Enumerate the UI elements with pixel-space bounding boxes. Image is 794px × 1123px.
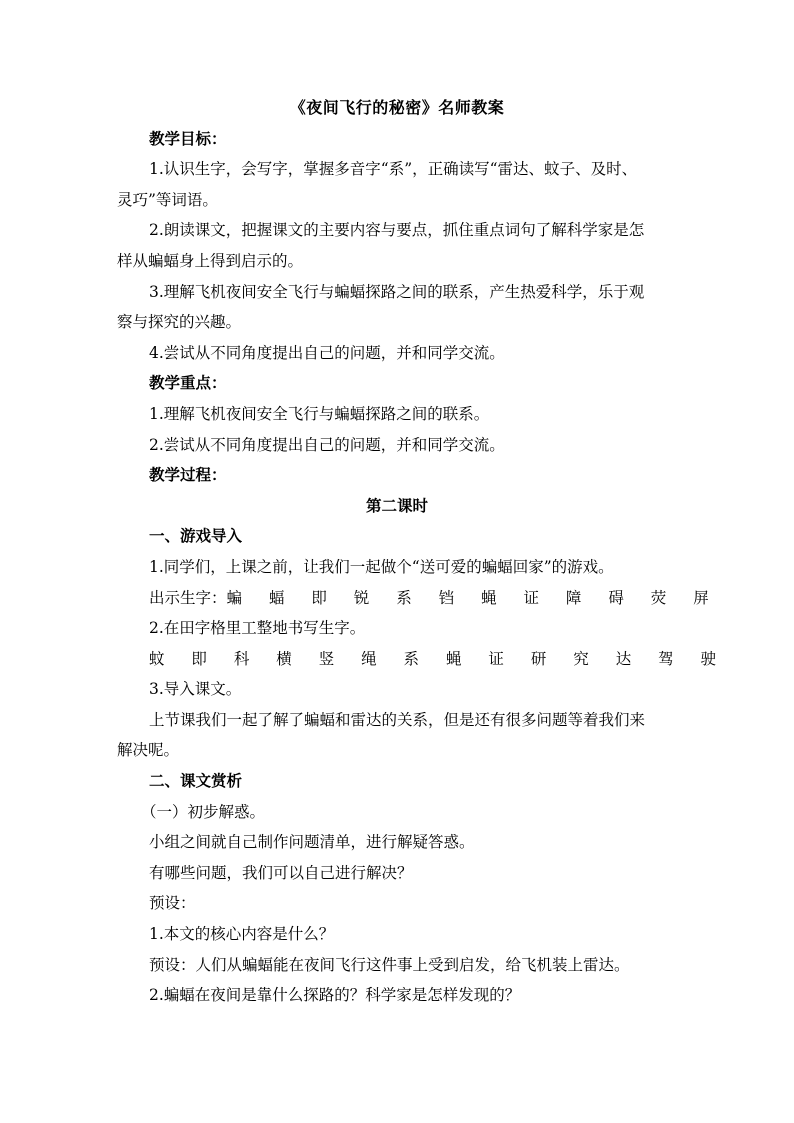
- section2-line: 1.本文的核心内容是什么？: [149, 925, 335, 944]
- section1-line: 1.同学们，上课之前，让我们一起做个“送可爱的蝙蝠回家”的游戏。: [149, 557, 614, 576]
- new-characters-line: [117, 583, 720, 614]
- section2-line: 预设：: [149, 894, 196, 913]
- goal-line: 2.朗读课文，把握课文的主要内容与要点，抓住重点词句了解科学家是怎: [149, 221, 645, 240]
- goal-line: 3.理解飞机夜间安全飞行与蝙蝠探路之间的联系，产生热爱科学，乐于观: [149, 282, 645, 301]
- new-characters-list: 蝙 蝠 即 锐 系 铛 蝇 证 障 碍 荧 屏: [226, 588, 720, 607]
- key-points-heading: 教学重点：: [149, 373, 227, 393]
- section1-line: 3.导入课文。: [149, 680, 242, 699]
- writing-characters-list: 蚊 即 科 横 竖 绳 系 蝇 证 研 究 达 驾 驶: [149, 649, 728, 668]
- lesson-heading: 第二课时: [365, 495, 428, 515]
- section2-heading: 二、课文赏析: [149, 771, 243, 791]
- goal-line: 样从蝙蝠身上得到启示的。: [117, 251, 304, 270]
- section2-line: （一）初步解惑。: [141, 802, 266, 821]
- document-content: [117, 93, 728, 1011]
- goals-heading: 教学目标：: [149, 128, 227, 148]
- goal-line: 1.认识生字，会写字，掌握多音字“系”，正确读写“雷达、蚊子、及时、: [149, 160, 638, 179]
- section2-line: 小组之间就自己制作问题清单，进行解疑答惑。: [149, 833, 475, 852]
- section1-heading: 一、游戏导入: [149, 526, 243, 546]
- section2-line: 预设：人们从蝙蝠能在夜间飞行这件事上受到启发，给飞机装上雷达。: [149, 955, 630, 974]
- section2-line: 2.蝙蝠在夜间是靠什么探路的？科学家是怎样发现的？: [149, 986, 521, 1005]
- key-point-line: 2.尝试从不同角度提出自己的问题，并和同学交流。: [149, 435, 505, 454]
- document-title: 《夜间飞行的秘密》名师教案: [289, 98, 505, 117]
- goal-line: 4.尝试从不同角度提出自己的问题，并和同学交流。: [149, 343, 505, 362]
- new-characters-label: 出示生字：: [149, 588, 227, 607]
- goal-line: 灵巧”等词语。: [117, 190, 218, 209]
- section2-line: 有哪些问题，我们可以自己进行解决？: [149, 863, 413, 882]
- key-point-line: 1.理解飞机夜间安全飞行与蝙蝠探路之间的联系。: [149, 404, 490, 423]
- process-heading: 教学过程：: [149, 465, 227, 485]
- section1-line: 上节课我们一起了解了蝙蝠和雷达的关系，但是还有很多问题等着我们来: [149, 710, 646, 729]
- goal-line: 察与探究的兴趣。: [117, 313, 242, 332]
- section1-line: 2.在田字格里工整地书写生字。: [149, 619, 366, 638]
- section1-line: 解决呢。: [117, 741, 180, 760]
